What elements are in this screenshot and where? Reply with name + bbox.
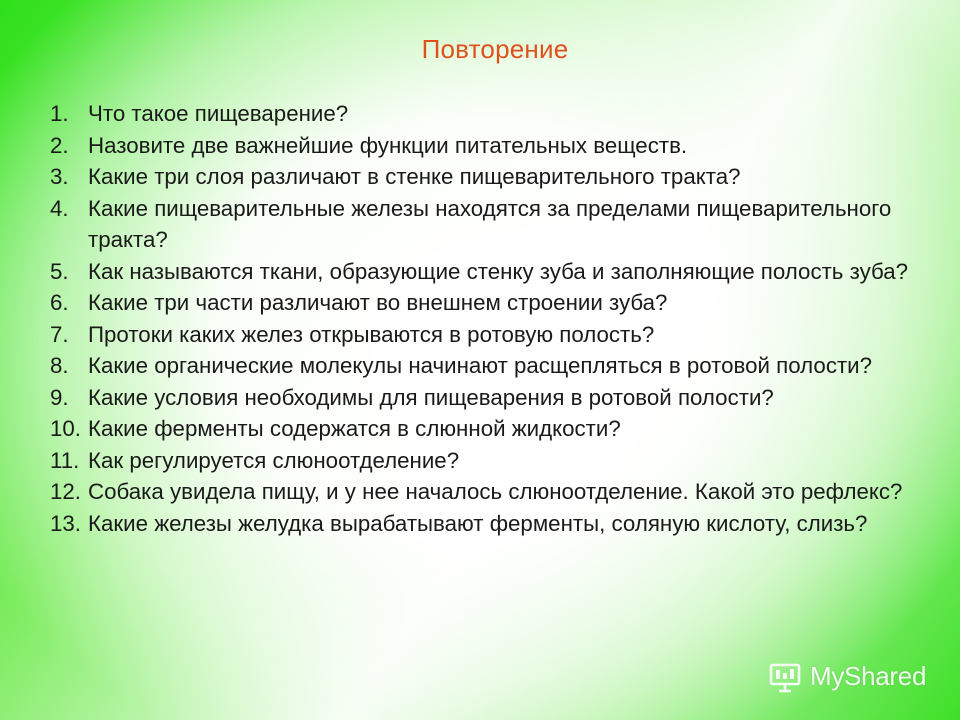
question-number: 1. bbox=[50, 101, 69, 126]
list-item bbox=[50, 350, 920, 382]
question-text: Какие железы желудка вырабатывают ферменты, соляную кислоту, слизь? bbox=[88, 510, 868, 536]
question-text: Как называются ткани, образующие стенку зуба и заполняющие полость зуба? bbox=[88, 258, 909, 284]
list-item bbox=[50, 413, 920, 445]
list-item bbox=[50, 287, 920, 319]
question-number: 13. bbox=[50, 510, 81, 536]
question-text: Какие органические молекулы начинают расщепляться в ротовой полости? bbox=[88, 353, 873, 378]
list-item bbox=[50, 445, 920, 477]
list-item bbox=[50, 476, 920, 508]
list-item bbox=[50, 508, 920, 540]
presentation-board-icon bbox=[768, 659, 802, 693]
question-number: 6. bbox=[50, 290, 69, 315]
list-item bbox=[50, 382, 920, 414]
list-item bbox=[50, 256, 920, 288]
question-text: Какие пищеварительные железы находятся за пределами пищеварительного тракта? bbox=[88, 195, 892, 252]
question-number: 11. bbox=[50, 447, 80, 473]
question-number: 4. bbox=[50, 195, 69, 221]
list-item bbox=[50, 98, 920, 130]
question-text: Что такое пищеварение? bbox=[88, 101, 349, 126]
question-number: 5. bbox=[50, 258, 69, 284]
question-number: 10. bbox=[50, 416, 81, 441]
question-text: Какие три части различают во внешнем строении зуба? bbox=[88, 290, 668, 315]
question-number: 12. bbox=[50, 479, 81, 504]
question-text: Назовите две важнейшие функции питательных веществ. bbox=[88, 132, 688, 158]
list-item bbox=[50, 130, 920, 162]
question-number: 9. bbox=[50, 384, 69, 410]
question-number: 2. bbox=[50, 132, 69, 158]
list-item bbox=[50, 319, 920, 351]
question-number: 7. bbox=[50, 321, 69, 347]
question-number: 3. bbox=[50, 164, 69, 189]
watermark-text: MyShared bbox=[810, 660, 927, 691]
list-item bbox=[50, 161, 920, 193]
question-text: Какие условия необходимы для пищеварения в ротовой полости? bbox=[88, 384, 774, 410]
myshared-watermark bbox=[768, 656, 926, 696]
question-list bbox=[50, 98, 920, 539]
question-text: Как регулируется слюноотделение? bbox=[88, 447, 460, 473]
question-number: 8. bbox=[50, 353, 69, 378]
slide-title: Повторение bbox=[421, 34, 569, 64]
question-text: Какие ферменты содержатся в слюнной жидкости? bbox=[88, 416, 621, 441]
question-text: Собака увидела пищу, и у нее началось слюноотделение. Какой это рефлекс? bbox=[88, 479, 903, 504]
list-item bbox=[50, 193, 920, 256]
question-text: Протоки каких желез открываются в ротовую полость? bbox=[88, 321, 655, 347]
question-text: Какие три слоя различают в стенке пищеварительного тракта? bbox=[88, 164, 741, 189]
